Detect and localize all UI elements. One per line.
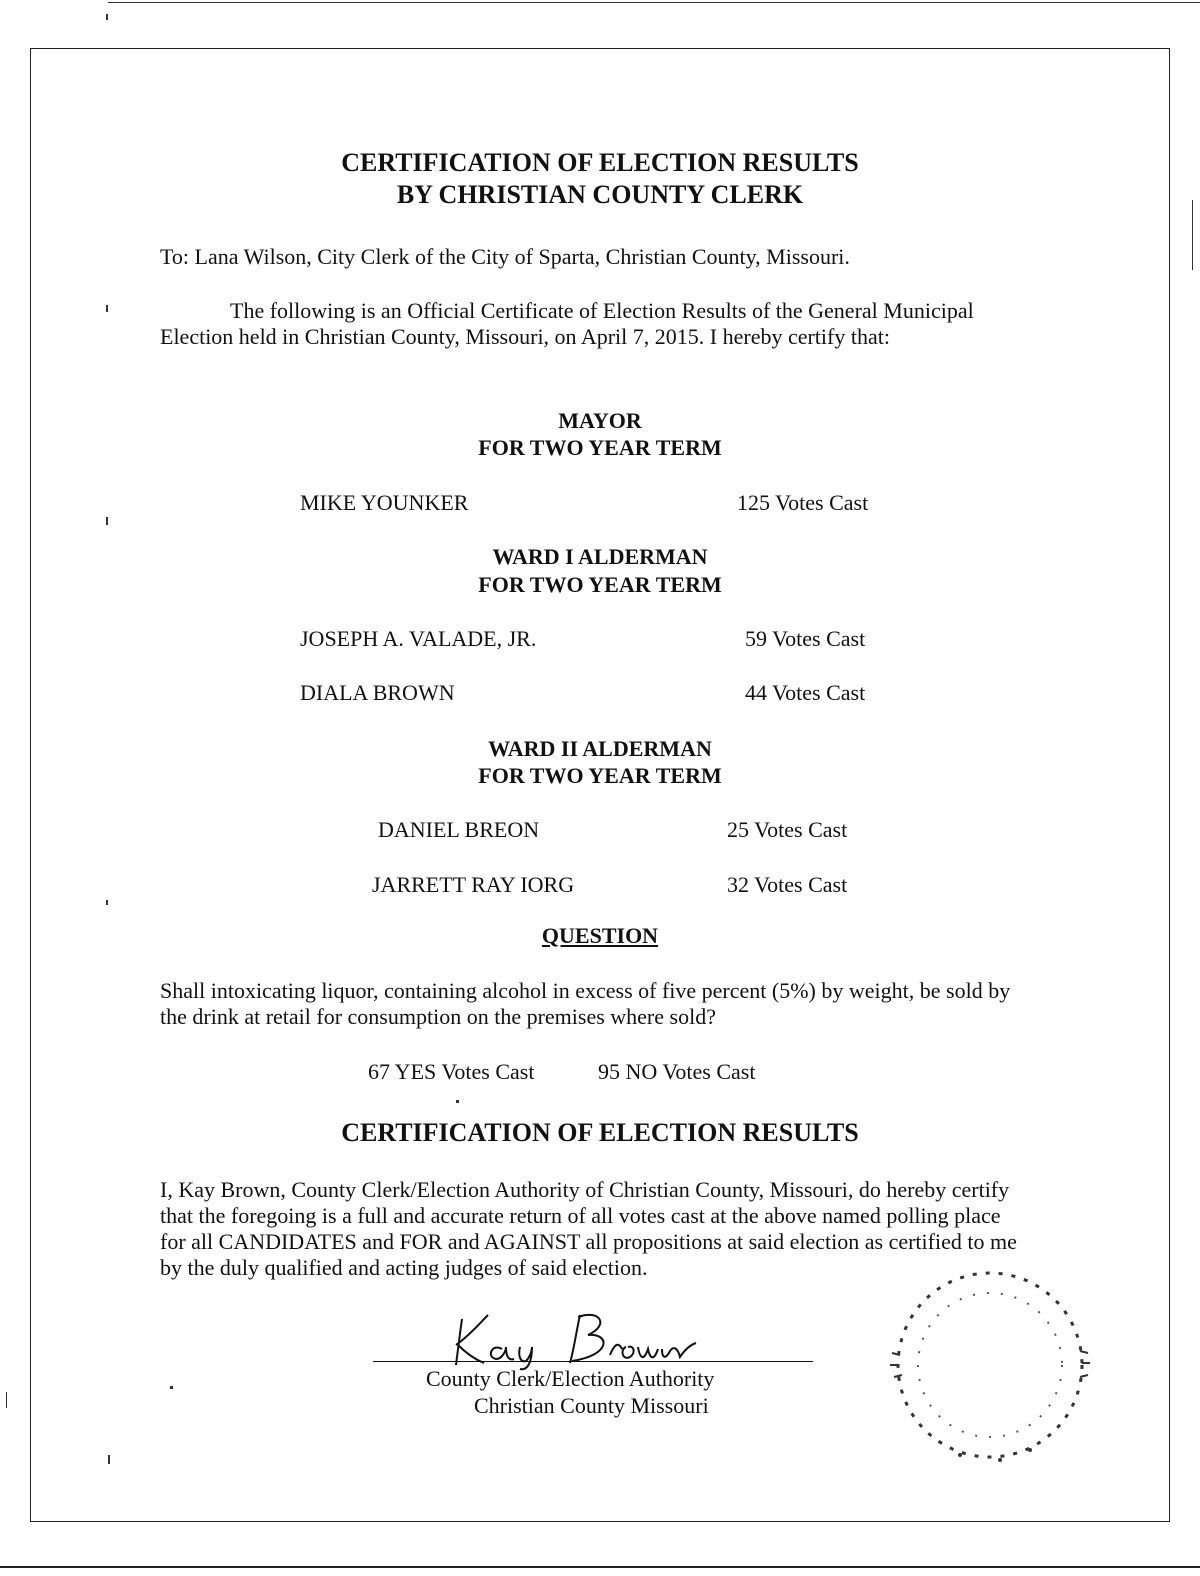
scan-speck <box>106 517 108 525</box>
candidate-name: MIKE YOUNKER <box>300 490 469 515</box>
candidate-votes: 44 Votes Cast <box>745 680 866 705</box>
candidate-name: JOSEPH A. VALADE, JR. <box>300 626 537 651</box>
signature-line <box>373 1361 813 1362</box>
scan-speck <box>456 1100 459 1103</box>
document-title-line-1: CERTIFICATION OF ELECTION RESULTS <box>341 148 859 177</box>
race-term-ward-2: FOR TWO YEAR TERM <box>478 763 722 788</box>
certification-heading: CERTIFICATION OF ELECTION RESULTS <box>341 1118 859 1147</box>
candidate-votes: 25 Votes Cast <box>727 817 848 842</box>
question-text: Shall intoxicating liquor, containing alcohol in excess of five percent (5%) by weight, be sold by the drink at retail for consumption on the premises where sold? <box>160 978 1011 1029</box>
addressee-line: To: Lana Wilson, City Clerk of the City of Sparta, Christian County, Missouri. <box>160 244 850 269</box>
candidate-name: DANIEL BREON <box>378 817 540 842</box>
race-office-ward-2: WARD II ALDERMAN <box>488 736 712 761</box>
scan-speck <box>108 1455 110 1464</box>
race-term-ward-1: FOR TWO YEAR TERM <box>478 572 722 597</box>
candidate-votes: 125 Votes Cast <box>737 490 869 515</box>
certification-paragraph: I, Kay Brown, County Clerk/Election Authority of Christian County, Missouri, do hereby certify that the foregoing is a full and accurate return of all votes cast at the above named polling place for all CANDIDATES and FOR and AGAINST all propositions at said election as certified to me by the duly qualified and acting judges of said election. <box>160 1177 1017 1280</box>
candidate-name: JARRETT RAY IORG <box>372 872 575 897</box>
bottom-edge-rule <box>0 1566 1200 1568</box>
scan-speck <box>106 900 108 905</box>
no-votes: 95 NO Votes Cast <box>598 1059 756 1084</box>
scan-speck <box>1192 200 1193 270</box>
race-office-ward-1: WARD I ALDERMAN <box>492 544 708 569</box>
scan-speck <box>106 305 108 312</box>
race-term-mayor: FOR TWO YEAR TERM <box>478 435 722 460</box>
intro-paragraph: The following is an Official Certificate of Election Results of the General Municipal Election held in Christian County, Missouri, on April 7, 2015. I hereby certify that: <box>160 298 974 349</box>
signer-title: County Clerk/Election Authority <box>426 1366 715 1391</box>
candidate-name: DIALA BROWN <box>300 680 455 705</box>
candidate-votes: 32 Votes Cast <box>727 872 848 897</box>
question-heading: QUESTION <box>541 923 659 948</box>
top-edge-rule <box>108 2 1200 3</box>
embossed-seal <box>870 1255 1110 1475</box>
yes-votes: 67 YES Votes Cast <box>368 1059 535 1084</box>
signer-county: Christian County Missouri <box>474 1393 709 1418</box>
scan-speck <box>170 1386 173 1389</box>
scan-speck <box>6 1392 7 1408</box>
candidate-votes: 59 Votes Cast <box>745 626 866 651</box>
document-title-line-2: BY CHRISTIAN COUNTY CLERK <box>396 180 804 209</box>
scan-speck <box>106 14 108 20</box>
race-office-mayor: MAYOR <box>558 408 642 433</box>
